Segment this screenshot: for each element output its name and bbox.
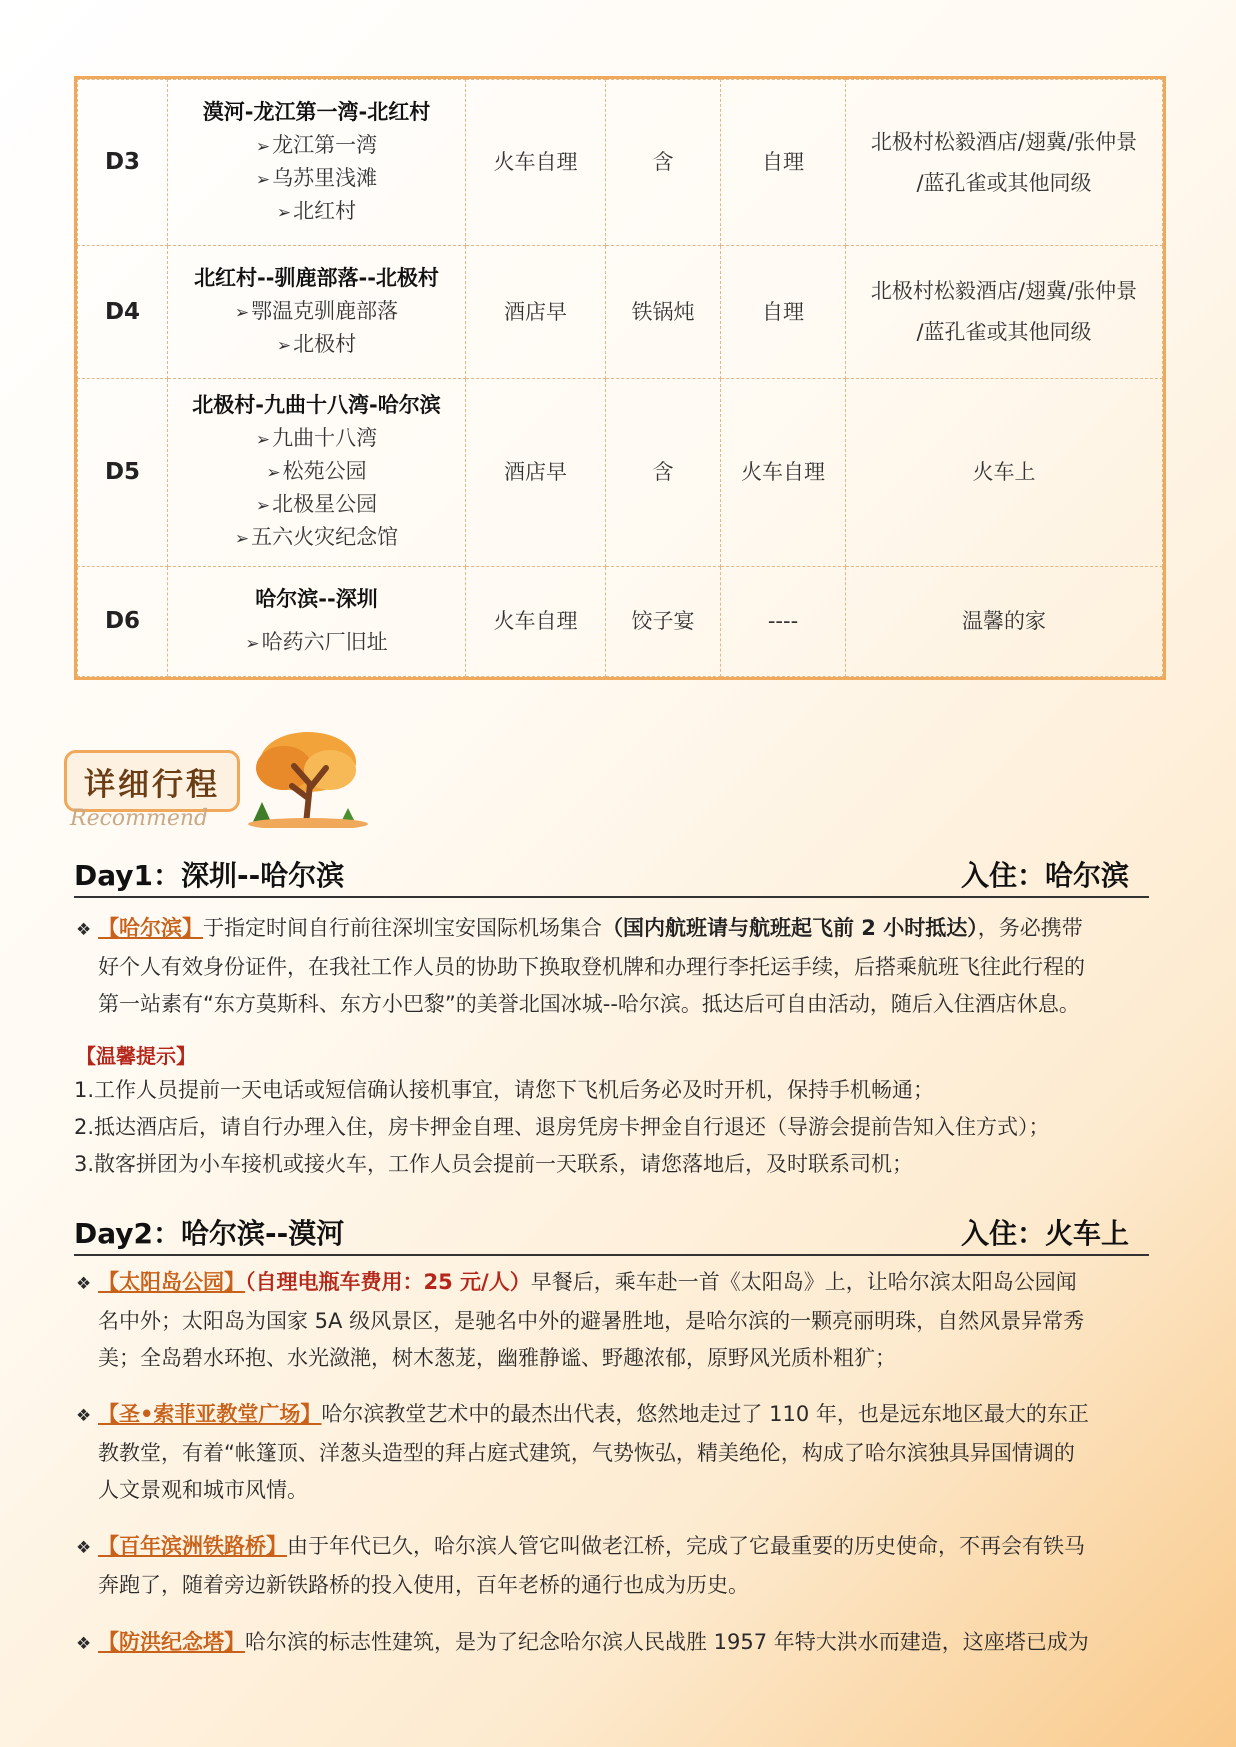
spot-tag: 【圣•索菲亚教堂广场】 — [98, 1402, 322, 1426]
hotel-line: 火车上 — [972, 460, 1036, 484]
route-item: ➢ 松苑公园 — [172, 456, 461, 489]
hotel-line: 北极村松毅酒店/翅冀/张仲景 — [870, 279, 1138, 303]
tips-title: 【温馨提示】 — [76, 1044, 196, 1068]
paragraph-text: 哈尔滨教堂艺术中的最杰出代表，悠然地走过了 110 年，也是远东地区最大的东正 — [321, 1402, 1089, 1426]
paragraph-line: 教教堂，有着“帐篷顶、洋葱头造型的拜占庭式建筑，气势恢弘，精美绝伦，构成了哈尔滨独具异国情调的 — [98, 1441, 1075, 1465]
spot-tag: 【哈尔滨】 — [98, 916, 203, 940]
paragraph-line: 名中外；太阳岛为国家 5A 级风景区，是驰名中外的避暑胜地，是哈尔滨的一颗亮丽明珠，自然风景异常秀 — [98, 1309, 1085, 1333]
fee-note: （自理电瓶车费用：25 元/人） — [245, 1270, 531, 1294]
day1-stay: 入住：哈尔滨 — [960, 859, 1129, 892]
table-row — [78, 567, 1163, 677]
day2-item — [76, 1396, 1162, 1509]
hotel-cell — [846, 567, 1163, 677]
day2-header — [74, 1216, 1149, 1256]
diamond-bullet-icon: ❖ — [76, 920, 92, 940]
hotel-line: 温馨的家 — [962, 609, 1046, 633]
dinner-cell: ---- — [721, 567, 846, 677]
itinerary-table — [74, 76, 1166, 680]
spot-tag: 【百年滨洲铁路桥】 — [98, 1534, 287, 1558]
route-title: 漠河-龙江第一湾-北红村 — [202, 99, 431, 124]
day-cell: D3 — [78, 80, 168, 246]
spot-tag: 【防洪纪念塔】 — [98, 1630, 245, 1654]
route-item: ➢ 北极星公园 — [172, 489, 461, 522]
route-title: 北极村-九曲十八湾-哈尔滨 — [192, 393, 441, 417]
hotel-line: /蓝孔雀或其他同级 — [916, 320, 1092, 344]
spot-tag: 【太阳岛公园】 — [98, 1270, 245, 1294]
route-item: ➢ 北红村 — [172, 196, 461, 229]
autumn-tree-icon — [222, 728, 382, 828]
paragraph-line: 第一站素有“东方莫斯科、东方小巴黎”的美誉北国冰城--哈尔滨。抵达后可自由活动，随后入住酒店休息。 — [98, 992, 1080, 1016]
breakfast-cell: 酒店早 — [466, 246, 606, 379]
hotel-cell — [846, 379, 1163, 567]
diamond-bullet-icon: ❖ — [76, 1538, 92, 1558]
dinner-cell: 自理 — [721, 246, 846, 379]
paragraph-note: （国内航班请与航班起飞前 2 小时抵达） — [602, 916, 978, 940]
breakfast-cell: 酒店早 — [466, 379, 606, 567]
table-row — [78, 246, 1163, 379]
lunch-cell: 饺子宴 — [606, 567, 721, 677]
paragraph-text: 于指定时间自行前往深圳宝安国际机场集合 — [203, 916, 602, 940]
route-item: ➢ 乌苏里浅滩 — [172, 163, 461, 196]
hotel-line: /蓝孔雀或其他同级 — [916, 170, 1092, 195]
paragraph-line: 奔跑了，随着旁边新铁路桥的投入使用，百年老桥的通行也成为历史。 — [98, 1573, 749, 1597]
table-row — [78, 379, 1163, 567]
day1-header — [74, 858, 1149, 898]
breakfast-cell: 火车自理 — [466, 567, 606, 677]
day2-item — [76, 1264, 1162, 1377]
dinner-cell: 火车自理 — [721, 379, 846, 567]
lunch-cell: 含 — [606, 80, 721, 246]
route-title: 北红村--驯鹿部落--北极村 — [194, 265, 439, 290]
route-item: ➢ 鄂温克驯鹿部落 — [172, 296, 461, 329]
route-item: ➢ 龙江第一湾 — [172, 130, 461, 163]
day2-item — [76, 1624, 1162, 1663]
lunch-cell: 铁锅炖 — [606, 246, 721, 379]
day2-title: Day2：哈尔滨--漠河 — [74, 1217, 345, 1250]
paragraph-text: 由于年代已久，哈尔滨人管它叫做老江桥，完成了它最重要的历史使命，不再会有铁马 — [287, 1534, 1085, 1558]
route-item: ➢ 九曲十八湾 — [172, 423, 461, 456]
route-cell — [168, 567, 466, 677]
route-item: ➢ 五六火灾纪念馆 — [172, 522, 461, 555]
paragraph-line: 好个人有效身份证件，在我社工作人员的协助下换取登机牌和办理行李托运手续，后搭乘航班飞往此行程的 — [98, 955, 1085, 979]
lunch-cell: 含 — [606, 379, 721, 567]
tip-line: 2.抵达酒店后，请自行办理入住，房卡押金自理、退房凭房卡押金自行退还（导游会提前告知入住方式）； — [74, 1115, 1050, 1139]
paragraph-text: 早餐后，乘车赴一首《太阳岛》上，让哈尔滨太阳岛公园闻 — [530, 1270, 1077, 1294]
paragraph-text: ，务必携带 — [977, 916, 1083, 940]
route-cell — [168, 379, 466, 567]
day1-title: Day1：深圳--哈尔滨 — [74, 859, 345, 892]
route-cell — [168, 246, 466, 379]
day-cell: D4 — [78, 246, 168, 379]
tip-line: 3.散客拼团为小车接机或接火车，工作人员会提前一天联系，请您落地后，及时联系司机； — [74, 1152, 914, 1176]
day2-item — [76, 1528, 1162, 1604]
diamond-bullet-icon: ❖ — [76, 1634, 92, 1654]
day1-paragraph — [76, 910, 1162, 1023]
dinner-cell: 自理 — [721, 80, 846, 246]
diamond-bullet-icon: ❖ — [76, 1274, 92, 1294]
hotel-line: 北极村松毅酒店/翅冀/张仲景 — [870, 129, 1138, 154]
day2-stay: 入住：火车上 — [960, 1217, 1129, 1250]
route-cell — [168, 80, 466, 246]
day-cell: D5 — [78, 379, 168, 567]
table-row — [78, 80, 1163, 246]
hotel-cell — [846, 246, 1163, 379]
paragraph-text: 哈尔滨的标志性建筑，是为了纪念哈尔滨人民战胜 1957 年特大洪水而建造，这座塔已成为 — [245, 1630, 1089, 1654]
tip-line: 1.工作人员提前一天电话或短信确认接机事宜，请您下飞机后务必及时开机，保持手机畅通； — [74, 1078, 935, 1102]
hotel-cell — [846, 80, 1163, 246]
paragraph-line: 美；全岛碧水环抱、水光潋滟，树木葱茏，幽雅静谧、野趣浓郁，原野风光质朴粗犷； — [98, 1346, 896, 1370]
section-subtitle: Recommend — [70, 806, 209, 831]
route-item: ➢ 北极村 — [172, 329, 461, 362]
paragraph-line: 人文景观和城市风情。 — [98, 1478, 308, 1502]
route-title: 哈尔滨--深圳 — [255, 586, 378, 611]
section-title: 详细行程 — [64, 750, 240, 812]
route-item: ➢ 哈药六厂旧址 — [172, 627, 461, 660]
breakfast-cell: 火车自理 — [466, 80, 606, 246]
section-badge — [64, 728, 314, 836]
day-cell: D6 — [78, 567, 168, 677]
diamond-bullet-icon: ❖ — [76, 1406, 92, 1426]
